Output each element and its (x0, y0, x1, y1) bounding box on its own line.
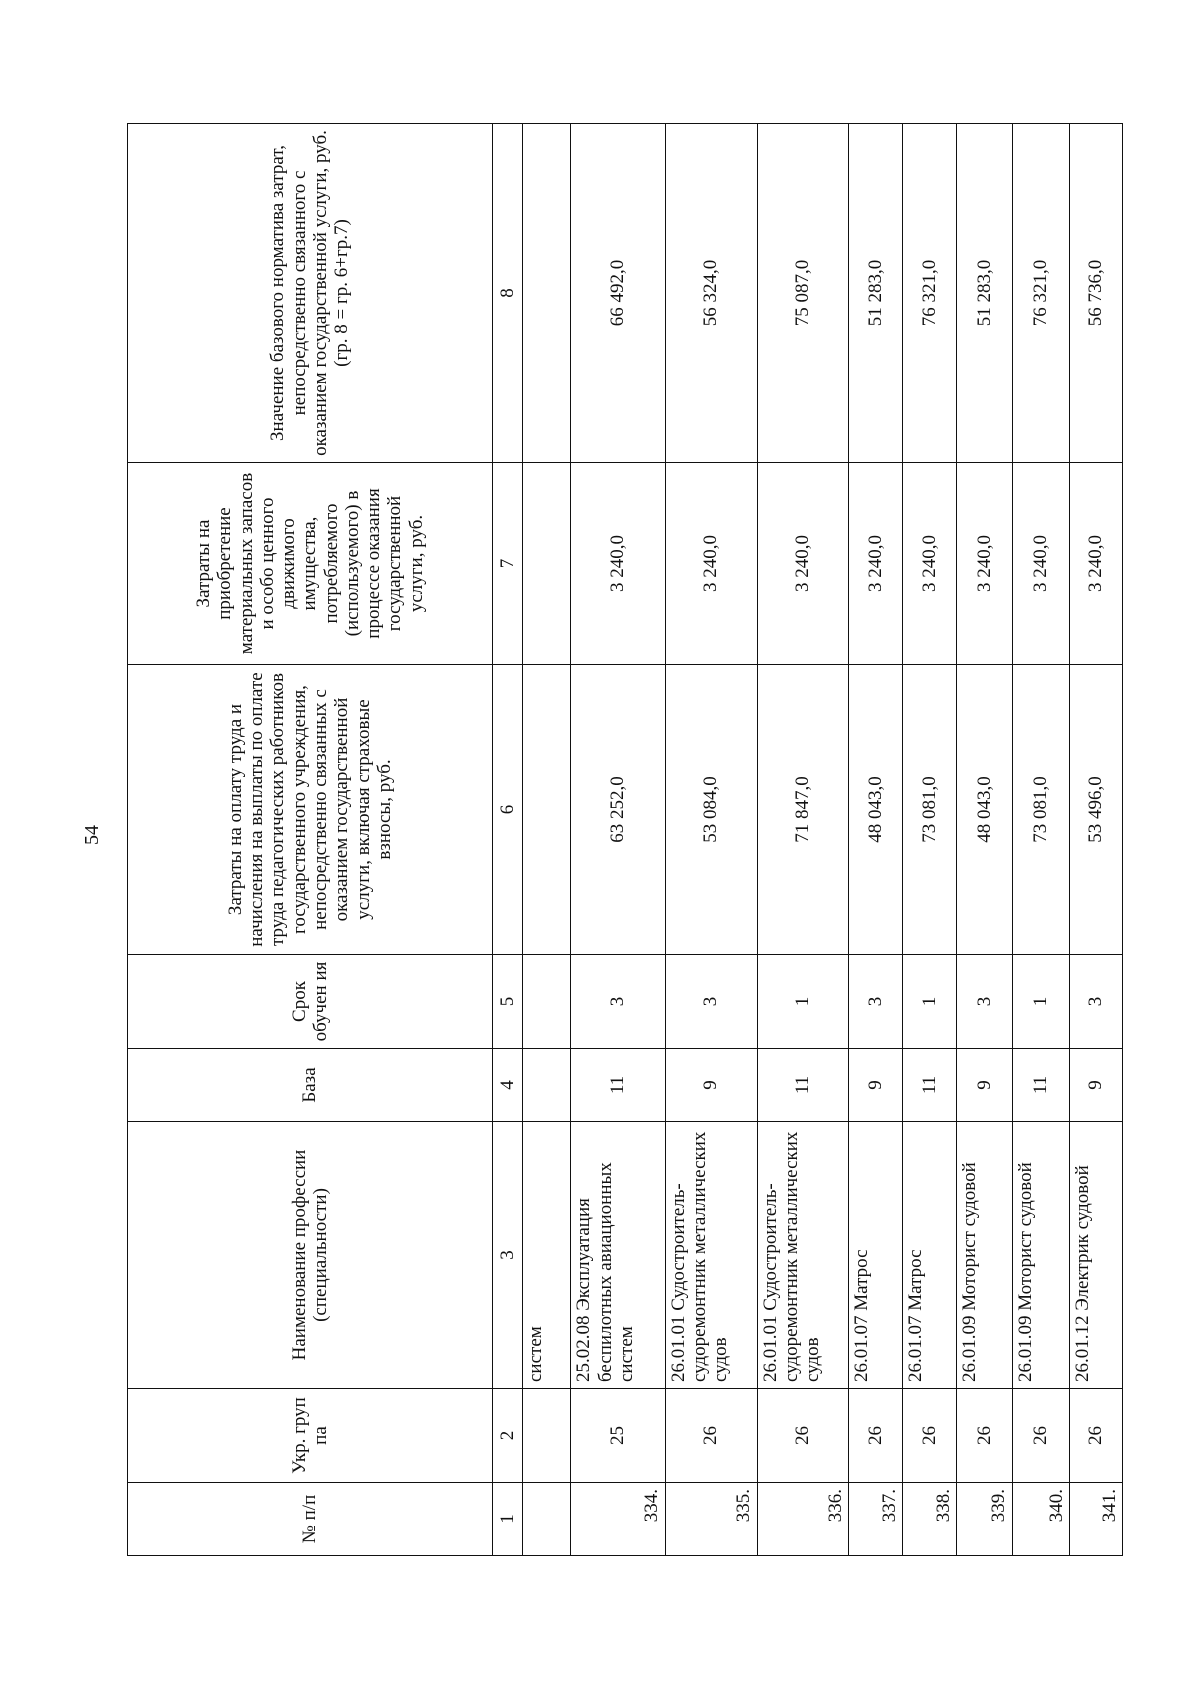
base-cell: 11 (903, 1049, 957, 1122)
group-cell: 26 (757, 1389, 849, 1483)
base-cell: 9 (957, 1049, 1012, 1122)
profession-cell: 26.01.07 Матрос (849, 1122, 903, 1389)
base-norm-cell: 76 321,0 (903, 124, 957, 463)
material-costs-cell: 3 240,0 (571, 463, 665, 665)
labor-costs-cell: 48 043,0 (849, 665, 903, 955)
page-number: 54 (81, 825, 103, 845)
table-cell (523, 463, 571, 665)
table-cell (523, 955, 571, 1049)
base-norm-cell: 75 087,0 (757, 124, 849, 463)
labor-costs-cell: 53 496,0 (1070, 665, 1123, 955)
duration-cell: 3 (1070, 955, 1123, 1049)
duration-cell: 1 (1012, 955, 1069, 1049)
table-row (903, 124, 957, 1556)
cost-norms-table (127, 123, 1123, 1556)
duration-cell: 3 (665, 955, 757, 1049)
base-cell: 11 (1012, 1049, 1069, 1122)
column-number: 5 (493, 955, 523, 1049)
rotated-table-container (127, 124, 1123, 1556)
material-costs-cell: 3 240,0 (849, 463, 903, 665)
row-number: 337. (849, 1483, 903, 1556)
row-number: 339. (957, 1483, 1012, 1556)
table-cell (523, 665, 571, 955)
table-row (957, 124, 1012, 1556)
base-norm-cell: 51 283,0 (957, 124, 1012, 463)
profession-cell: 26.01.07 Матрос (903, 1122, 957, 1389)
table-row (849, 124, 903, 1556)
column-number: 2 (493, 1389, 523, 1483)
base-norm-cell: 56 324,0 (665, 124, 757, 463)
header-row (128, 124, 493, 1556)
table-cell (523, 1389, 571, 1483)
labor-costs-cell: 63 252,0 (571, 665, 665, 955)
material-costs-cell: 3 240,0 (757, 463, 849, 665)
base-norm-cell: 56 736,0 (1070, 124, 1123, 463)
column-number: 8 (493, 124, 523, 463)
group-cell: 26 (849, 1389, 903, 1483)
profession-cell: 26.01.09 Моторист судовой (957, 1122, 1012, 1389)
base-cell: 11 (571, 1049, 665, 1122)
group-cell: 26 (1070, 1389, 1123, 1483)
labor-costs-cell: 71 847,0 (757, 665, 849, 955)
group-cell: 26 (957, 1389, 1012, 1483)
header-group: Укр. груп па (128, 1389, 493, 1483)
continuation-row (523, 124, 571, 1556)
table-row (665, 124, 757, 1556)
table-row (1070, 124, 1123, 1556)
column-number: 3 (493, 1122, 523, 1389)
header-number: № п/п (128, 1483, 493, 1556)
duration-cell: 3 (957, 955, 1012, 1049)
material-costs-cell: 3 240,0 (665, 463, 757, 665)
group-cell: 26 (903, 1389, 957, 1483)
profession-cell: 26.01.09 Моторист судовой (1012, 1122, 1069, 1389)
profession-cell: 26.01.01 Судостроитель-судоремонтник металлических судов (665, 1122, 757, 1389)
row-number: 336. (757, 1483, 849, 1556)
header-material-costs: Затраты на приобретение материальных запасов и особо ценного движимого имущества, потребляемого (используемого) в процессе оказания государственной услуги, руб. (128, 463, 493, 665)
group-cell: 26 (1012, 1389, 1069, 1483)
profession-cell: 25.02.08 Эксплуатация беспилотных авиационных систем (571, 1122, 665, 1389)
row-number: 341. (1070, 1483, 1123, 1556)
header-base: База (128, 1049, 493, 1122)
material-costs-cell: 3 240,0 (1012, 463, 1069, 665)
group-cell: 25 (571, 1389, 665, 1483)
row-number: 335. (665, 1483, 757, 1556)
group-cell: 26 (665, 1389, 757, 1483)
column-number-row (493, 124, 523, 1556)
duration-cell: 3 (571, 955, 665, 1049)
profession-cell: 26.01.12 Электрик судовой (1070, 1122, 1123, 1389)
table-cell (523, 124, 571, 463)
row-number: 334. (571, 1483, 665, 1556)
labor-costs-cell: 73 081,0 (903, 665, 957, 955)
labor-costs-cell: 53 084,0 (665, 665, 757, 955)
header-base-norm: Значение базового норматива затрат, непосредственно связанного с оказанием государственной услуги, руб. (гр. 8 = гр. 6+гр.7) (128, 124, 493, 463)
table-cell (523, 1483, 571, 1556)
table-row (1012, 124, 1069, 1556)
header-labor-costs: Затраты на оплату труда и начисления на выплаты по оплате труда педагогических работников государственного учреждения, непосредственно связанных с оказанием государственной услуги, включая страховые взносы, руб. (128, 665, 493, 955)
base-cell: 9 (1070, 1049, 1123, 1122)
column-number: 1 (493, 1483, 523, 1556)
base-cell: 9 (849, 1049, 903, 1122)
profession-cell: систем (523, 1122, 571, 1389)
row-number: 338. (903, 1483, 957, 1556)
column-number: 4 (493, 1049, 523, 1122)
base-norm-cell: 51 283,0 (849, 124, 903, 463)
table-row (757, 124, 849, 1556)
table-cell (523, 1049, 571, 1122)
duration-cell: 3 (849, 955, 903, 1049)
base-cell: 11 (757, 1049, 849, 1122)
header-duration: Срок обучен ия (128, 955, 493, 1049)
base-norm-cell: 66 492,0 (571, 124, 665, 463)
profession-cell: 26.01.01 Судостроитель-судоремонтник металлических судов (757, 1122, 849, 1389)
base-cell: 9 (665, 1049, 757, 1122)
labor-costs-cell: 48 043,0 (957, 665, 1012, 955)
table-row (571, 124, 665, 1556)
header-profession: Наименование профессии (специальности) (128, 1122, 493, 1389)
material-costs-cell: 3 240,0 (1070, 463, 1123, 665)
material-costs-cell: 3 240,0 (957, 463, 1012, 665)
labor-costs-cell: 73 081,0 (1012, 665, 1069, 955)
material-costs-cell: 3 240,0 (903, 463, 957, 665)
column-number: 6 (493, 665, 523, 955)
duration-cell: 1 (757, 955, 849, 1049)
base-norm-cell: 76 321,0 (1012, 124, 1069, 463)
column-number: 7 (493, 463, 523, 665)
duration-cell: 1 (903, 955, 957, 1049)
row-number: 340. (1012, 1483, 1069, 1556)
